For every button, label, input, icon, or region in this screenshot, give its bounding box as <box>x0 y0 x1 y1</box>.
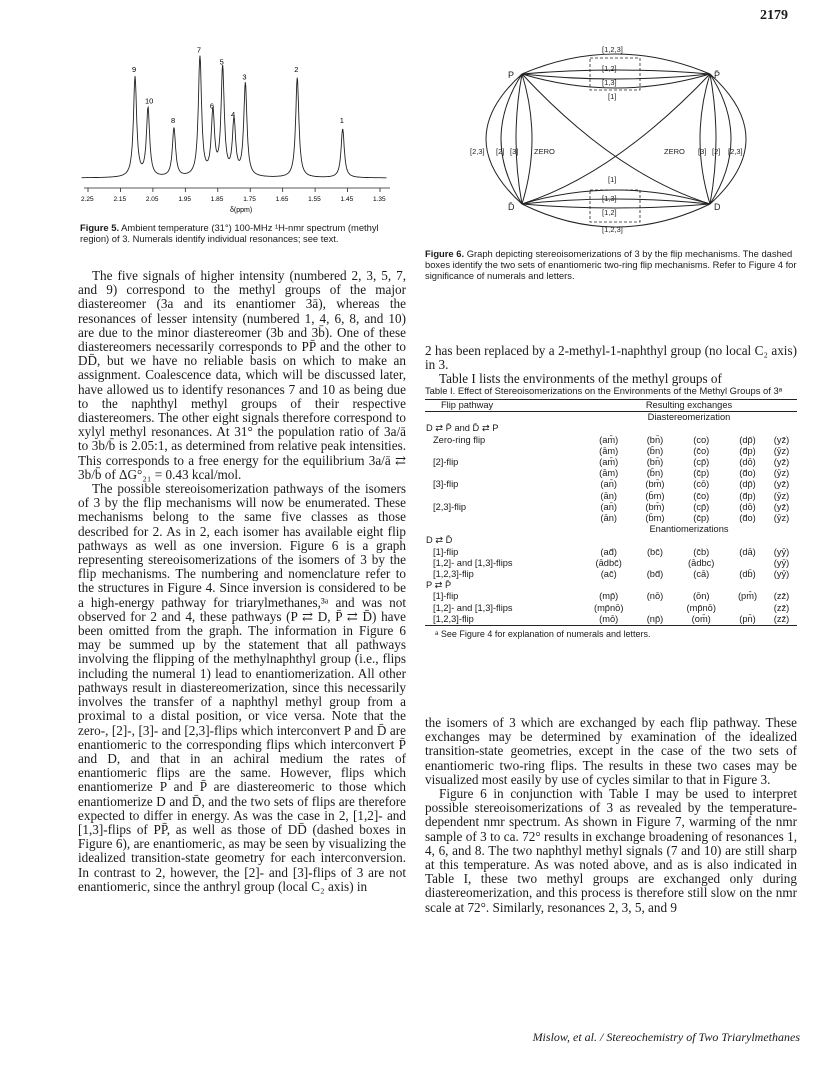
label-1-bottom: [1] <box>608 175 617 184</box>
axis-label: δ(ppm) <box>230 207 253 214</box>
label-12-top: [1,2] <box>602 64 617 73</box>
arc-right-zero <box>700 74 710 204</box>
table-cell-exchange: (co) <box>693 434 710 445</box>
table-cell-exchange: (b̄n) <box>646 445 664 456</box>
table-cell-exchange: (mō) <box>599 613 619 624</box>
table-row-diastereomerization <box>425 435 797 446</box>
label-1-top: [1] <box>608 92 617 101</box>
tick-label: 1.65 <box>275 196 289 203</box>
table-cell-exchange: (ān) <box>600 513 617 524</box>
table-cell-exchange: (d̄o) <box>739 513 756 524</box>
table-cell-exchange: (pn̄) <box>739 613 756 624</box>
table-row-p-pbar <box>425 614 797 626</box>
table-1-title: Table I. Effect of Stereoisomerizations on the Environments of the Methyl Groups of 3ᵃ <box>425 385 783 396</box>
table-cell-exchange: (b̄m) <box>645 513 665 524</box>
table-cell-exchange: (am̄) <box>599 457 619 468</box>
table-cell-exchange: (dō) <box>739 501 756 512</box>
figure-5-spectrum <box>80 44 410 224</box>
table-row-p-pbar <box>425 591 797 602</box>
table-row-diastereomerization <box>425 491 797 502</box>
table-cell-pathway: [1,2]- and [1,3]-flips <box>433 602 513 613</box>
table-cell-exchange: (pm̄) <box>737 591 758 602</box>
table-cell-pathway: [3]-flip <box>433 479 459 490</box>
table-cell-exchange: (cā) <box>693 569 710 580</box>
peak-label: 3 <box>242 72 247 82</box>
peak-label: 2 <box>294 64 299 74</box>
right-column-top <box>425 344 797 387</box>
table-cell-exchange: (mp̄) <box>599 591 619 602</box>
label-13-bottom: [1,3] <box>602 194 617 203</box>
table-cell-exchange: (dō) <box>739 457 756 468</box>
table-cell-exchange: (ām) <box>599 445 619 456</box>
table-cell-exchange <box>636 558 673 569</box>
table-cell-exchange: (c̄o) <box>693 445 710 456</box>
table-cell-exchange: (dp̄) <box>739 479 756 490</box>
table-cell-exchange: (ādbc) <box>688 557 715 568</box>
table-1 <box>425 385 797 640</box>
tick-label: 1.85 <box>210 196 224 203</box>
table-1-grid <box>425 399 797 640</box>
table-cell-exchange: (ān) <box>600 490 617 501</box>
table-section-diastereomerization: Diastereomerization <box>647 412 731 423</box>
right-column-bottom <box>425 716 797 915</box>
arc-right-outer <box>710 74 746 204</box>
table-cell-exchange: (np̄) <box>646 613 664 624</box>
table-cell-exchange: (ȳz) <box>773 445 790 456</box>
peak-label: 6 <box>209 101 215 111</box>
tick-label: 2.05 <box>145 196 159 203</box>
paragraph-exchanges: the isomers of 3 which are exchanged by each flip pathway. These exchanges may be determined by examination of the idealized transition-state geometries, except in the case of the two sets of enantiomeric two-ring flips. The results in these two cases may be visualized most easily by use of cycles similar to that in Figure 3. <box>425 715 797 787</box>
table-group-p-pbar: P ⇄ P̄ <box>426 580 452 591</box>
table-cell-exchange: (cp̄) <box>693 457 710 468</box>
table-cell-exchange: (b̄n) <box>646 468 664 479</box>
table-cell-exchange: (bm̄) <box>645 479 665 490</box>
label-23-right: [2,3] <box>728 147 743 156</box>
tick-label: 1.95 <box>178 196 191 203</box>
peak-label: 8 <box>170 116 176 126</box>
table-cell-exchange: (yz̄) <box>773 501 790 512</box>
label-12-bottom: [1,2] <box>602 208 617 217</box>
figure-5-caption <box>80 222 410 244</box>
peak-label: 9 <box>132 64 137 74</box>
table-cell-exchange: (bn̄) <box>646 457 664 468</box>
page-footer: Mislow, et al. / Stereochemistry of Two Triarylmethanes <box>532 1030 800 1044</box>
table-cell-exchange: (bc̄) <box>646 546 663 557</box>
table-cell-exchange: (dā) <box>739 546 756 557</box>
label-23-left: [2,3] <box>470 147 485 156</box>
table-row-p-pbar <box>425 603 797 614</box>
table-cell-pathway: [2]-flip <box>433 457 459 468</box>
table-cell-exchange: (mp̄nō) <box>686 602 716 613</box>
table-cell-exchange: (yz̄) <box>773 457 790 468</box>
figure-5-caption-label: Figure 5. <box>80 222 120 233</box>
table-cell-exchange <box>729 558 766 569</box>
table-cell-exchange: (c̄o) <box>693 490 710 501</box>
label-2-left: [2] <box>496 147 505 156</box>
tick-label: 1.55 <box>308 196 321 203</box>
paragraph-naphthyl: 2 has been replaced by a 2-methyl-1-naphthyl group (no local C₂ axis) in 3. <box>425 343 797 373</box>
table-row-diastereomerization <box>425 468 797 479</box>
table-group-d-dbar: D ⇄ D̄ <box>426 535 453 546</box>
table-cell-exchange: (ām) <box>599 468 619 479</box>
paragraph-figure6-table: Figure 6 in conjunction with Table I may be used to interpret possible stereoisomerizations of 3 as revealed by the temperature-dependent nmr spectrum. As shown in Figure 7, warming of the nmr sample of 3 to ca. 72° results in exchange broadening of resonances 1, 4, 6, and 8. The two naphthyl methyl signals (7 and 10) are still sharp at this temperature. As was noted above, and as is also indicated in Table I, these two methyl groups are exchanged only during diastereomerization, and this process is therefore still slow on the nmr scale at 72°. Similarly, resonances 2, 3, 5, and 9 <box>425 786 797 915</box>
tick-label: 2.25 <box>81 196 94 203</box>
table-cell-exchange <box>636 603 673 614</box>
table-row-diastereomerization <box>425 479 797 490</box>
table-cell-exchange: (bn̄) <box>646 434 664 445</box>
page-number: 2179 <box>760 8 788 23</box>
node-d: D <box>714 202 721 212</box>
tick-label: 2.15 <box>113 196 127 203</box>
table-cell-pathway <box>425 491 581 502</box>
table-cell-exchange: (c̄p) <box>693 468 710 479</box>
peak-label: 5 <box>219 57 224 67</box>
label-2-right: [2] <box>712 147 721 156</box>
figure-6-caption <box>425 248 797 281</box>
tick-label: 1.75 <box>243 196 256 203</box>
table-cell-exchange: (b̄m) <box>645 490 665 501</box>
table-row-diastereomerization <box>425 502 797 513</box>
table-cell-pathway: [1]-flip <box>433 546 459 557</box>
table-cell-exchange: (ad̄) <box>600 546 617 557</box>
table-cell-exchange <box>729 603 766 614</box>
label-13-top: [1,3] <box>602 78 617 87</box>
figure-6-graph <box>470 44 760 240</box>
figure-6-caption-text: Graph depicting stereoisomerizations of 3 by the flip mechanisms. The dashed boxes identify the two sets of enantiomeric two-ring flip mechanisms. Refer to Figure 4 for significance of numerals and letters. <box>425 248 797 281</box>
table-row-d-dbar <box>425 558 797 569</box>
table-cell-pathway: [2,3]-flip <box>433 501 467 512</box>
table-cell-exchange: (zz̄) <box>773 613 790 624</box>
arc-right-inner <box>710 74 716 204</box>
table-cell-pathway: [1,2,3]-flip <box>433 569 474 580</box>
table-cell-exchange: (yȳ) <box>773 569 790 580</box>
table-row-diastereomerization <box>425 446 797 457</box>
table-cell-exchange: (ōn) <box>692 591 710 602</box>
arc-left-outer <box>486 74 522 204</box>
table-cell-exchange: (ȳz) <box>773 513 790 524</box>
table-cell-exchange: (yȳ) <box>773 546 790 557</box>
label-zero-left: ZERO <box>534 147 555 156</box>
table-cell-exchange: (d̄p) <box>739 445 756 456</box>
table-cell-exchange: (ac̄) <box>600 569 617 580</box>
table-cell-exchange: (d̄o) <box>739 468 756 479</box>
table-cell-pathway: Zero-ring flip <box>433 434 486 445</box>
table-cell-exchange: (bd̄) <box>646 569 664 580</box>
node-pbar: P̄ <box>714 70 721 80</box>
peak-label: 4 <box>231 110 236 120</box>
label-123-bottom: [1,2,3] <box>602 225 623 234</box>
label-123-top: [1,2,3] <box>602 45 623 54</box>
table-cell-exchange: (cp̄) <box>693 501 710 512</box>
table-cell-exchange: (mp̄nō) <box>593 602 624 613</box>
label-zero-right: ZERO <box>664 147 685 156</box>
table-row-diastereomerization <box>425 457 797 468</box>
table-group-d-pbar: D ⇄ P̄ and D̄ ⇄ P <box>426 423 499 434</box>
left-column <box>78 269 406 894</box>
peak-label: 10 <box>145 96 154 106</box>
table-cell-exchange: (yz̄) <box>773 434 790 445</box>
arc-left-inner <box>516 74 522 204</box>
table-section-enantiomerizations: Enantiomerizations <box>649 524 729 535</box>
table-footnote: ᵃ See Figure 4 for explanation of numerals and letters. <box>435 629 651 640</box>
table-col-resulting-exchanges: Resulting exchanges <box>645 400 733 410</box>
table-cell-exchange: (ādbc̄) <box>595 557 622 568</box>
table-cell-exchange: (an̄) <box>600 501 617 512</box>
table-col-flip-pathway: Flip pathway <box>441 400 494 410</box>
table-cell-exchange: (d̄p) <box>739 490 756 501</box>
table-cell-exchange: (an̄) <box>600 479 617 490</box>
table-cell-exchange: (zz̄) <box>773 602 790 613</box>
table-cell-pathway <box>425 468 581 479</box>
tick-label: 1.35 <box>373 196 386 203</box>
tick-label: 1.45 <box>340 196 354 203</box>
table-row-d-dbar <box>425 569 797 580</box>
table-cell-exchange: (c̄b) <box>693 546 710 557</box>
table-cell-exchange: (dp̄) <box>739 434 756 445</box>
table-cell-exchange: (am̄) <box>599 434 619 445</box>
peak-label: 1 <box>339 116 344 126</box>
table-cell-exchange: (ȳz) <box>773 490 790 501</box>
table-cell-pathway: [1,2,3]-flip <box>433 613 474 624</box>
node-p: P <box>508 70 515 80</box>
label-3-right: [3] <box>698 147 707 156</box>
table-cell-exchange: (zz̄) <box>773 591 790 602</box>
figure-6-caption-label: Figure 6. <box>425 248 465 259</box>
table-cell-exchange: (db̄) <box>739 569 756 580</box>
peak-label: 7 <box>196 45 202 55</box>
table-row-d-dbar <box>425 547 797 558</box>
table-cell-exchange: (yȳ) <box>773 557 790 568</box>
table-cell-exchange: (om̄) <box>691 613 711 624</box>
table-cell-exchange: (ȳz) <box>773 468 790 479</box>
table-cell-pathway: [1]-flip <box>433 591 459 602</box>
table-cell-exchange: (cō) <box>693 479 710 490</box>
table-cell-pathway <box>425 446 581 457</box>
paragraph-signals: The five signals of higher intensity (numbered 2, 3, 5, 7, and 9) correspond to the methyl groups of the major diastereomer (3a and its enantiomer 3ā), whereas the resonances of lesser intensity (numbered 1, 4, 6, 8, and 10) are due to the minor diastereomer (3b and 3b̄). One of these diastereomers necessarily corresponds to PP̄ and the other to DD̄, but we have no reliable basis on which to make an assignment. Coalescence data, which will be discussed later, have allowed us to identify resonances 7 and 10 as being due to the naphthyl methyl groups of their respective diastereomers. The other eight signals therefore correspond to xylyl methyl resonances. At 31° the population ratio of 3a/ā to 3b/b̄ is 2.05:1, as determined from relative peak intensities. This corresponds to a free energy for the equilibrium 3a/ā ⇄ 3b/b̄ of ΔG°₂₁ = 0.43 kcal/mol. <box>78 268 406 482</box>
paragraph-pathways: The possible stereoisomerization pathways of the isomers of 3 by the flip mechanisms will now be enumerated. These mechanisms belong to the same five classes as those described for 2. As in 2, each isomer has available eight flip pathways as well as one inversion. Figure 6 is a graph representing stereoisomerizations of the isomers of 3 by the flip mechanisms. The numbering and nomenclature refer to the structures in Figure 4. Since inversion is considered to be a high-energy pathway for triarylmethanes,³ᵃ and was not observed for 2 and 4, these pathways (P ⇄ D, P̄ ⇄ D̄) have been omitted from the graph. The information in Figure 6 may be summed up by the statement that all pathways involving the flipping of the methylnaphthyl group (i.e., flips including the numeral 1) lead to enantiomerization. All other pathways result in diastereomerization, since this necessarily involves the transfer of a naphthyl methyl group from a proximal to a distal position, or vice versa. Note that the zero-, [2]-, [3]- and [2,3]-flips which interconvert P and D̄ are enantiomeric to the corresponding flips which interconvert P̄ and D, and that in an achiral medium the rates of enantiomeric flips are the same. However, flips which enantiomerize P and P̄ are diastereomeric to those which enantiomerize D and D̄, and the two sets of flips are therefore expected to differ in energy. As was the case in 2, [1,2]- and [1,3]-flips of PP̄, as well as those of DD̄ (dashed boxes in Figure 6), are enantiomeric, as may be seen by visualizing the idealized transition-state geometry for each interconversion. In contrast to 2, however, the [2]- and [3]-flips of 3 are not enantiomeric, since the anthryl group (local C₂ axis) in <box>78 481 406 894</box>
paragraph-table-intro: Table I lists the environments of the methyl groups of <box>439 371 722 387</box>
label-3-left: [3] <box>510 147 519 156</box>
arc-left-zero <box>522 74 532 204</box>
table-cell-exchange: (yz̄) <box>773 479 790 490</box>
table-row-diastereomerization <box>425 513 797 524</box>
table-cell-exchange: (c̄p) <box>693 513 710 524</box>
table-cell-pathway: [1,2]- and [1,3]-flips <box>433 557 513 568</box>
node-dbar: D̄ <box>508 202 515 212</box>
table-cell-pathway <box>425 513 581 524</box>
table-cell-exchange: (bm̄) <box>645 501 665 512</box>
figure-5-caption-text: Ambient temperature (31°) 100-MHz ¹H-nmr spectrum (methyl region) of 3. Numerals identify individual resonances; see text. <box>80 222 379 244</box>
table-cell-exchange: (nō) <box>646 591 664 602</box>
